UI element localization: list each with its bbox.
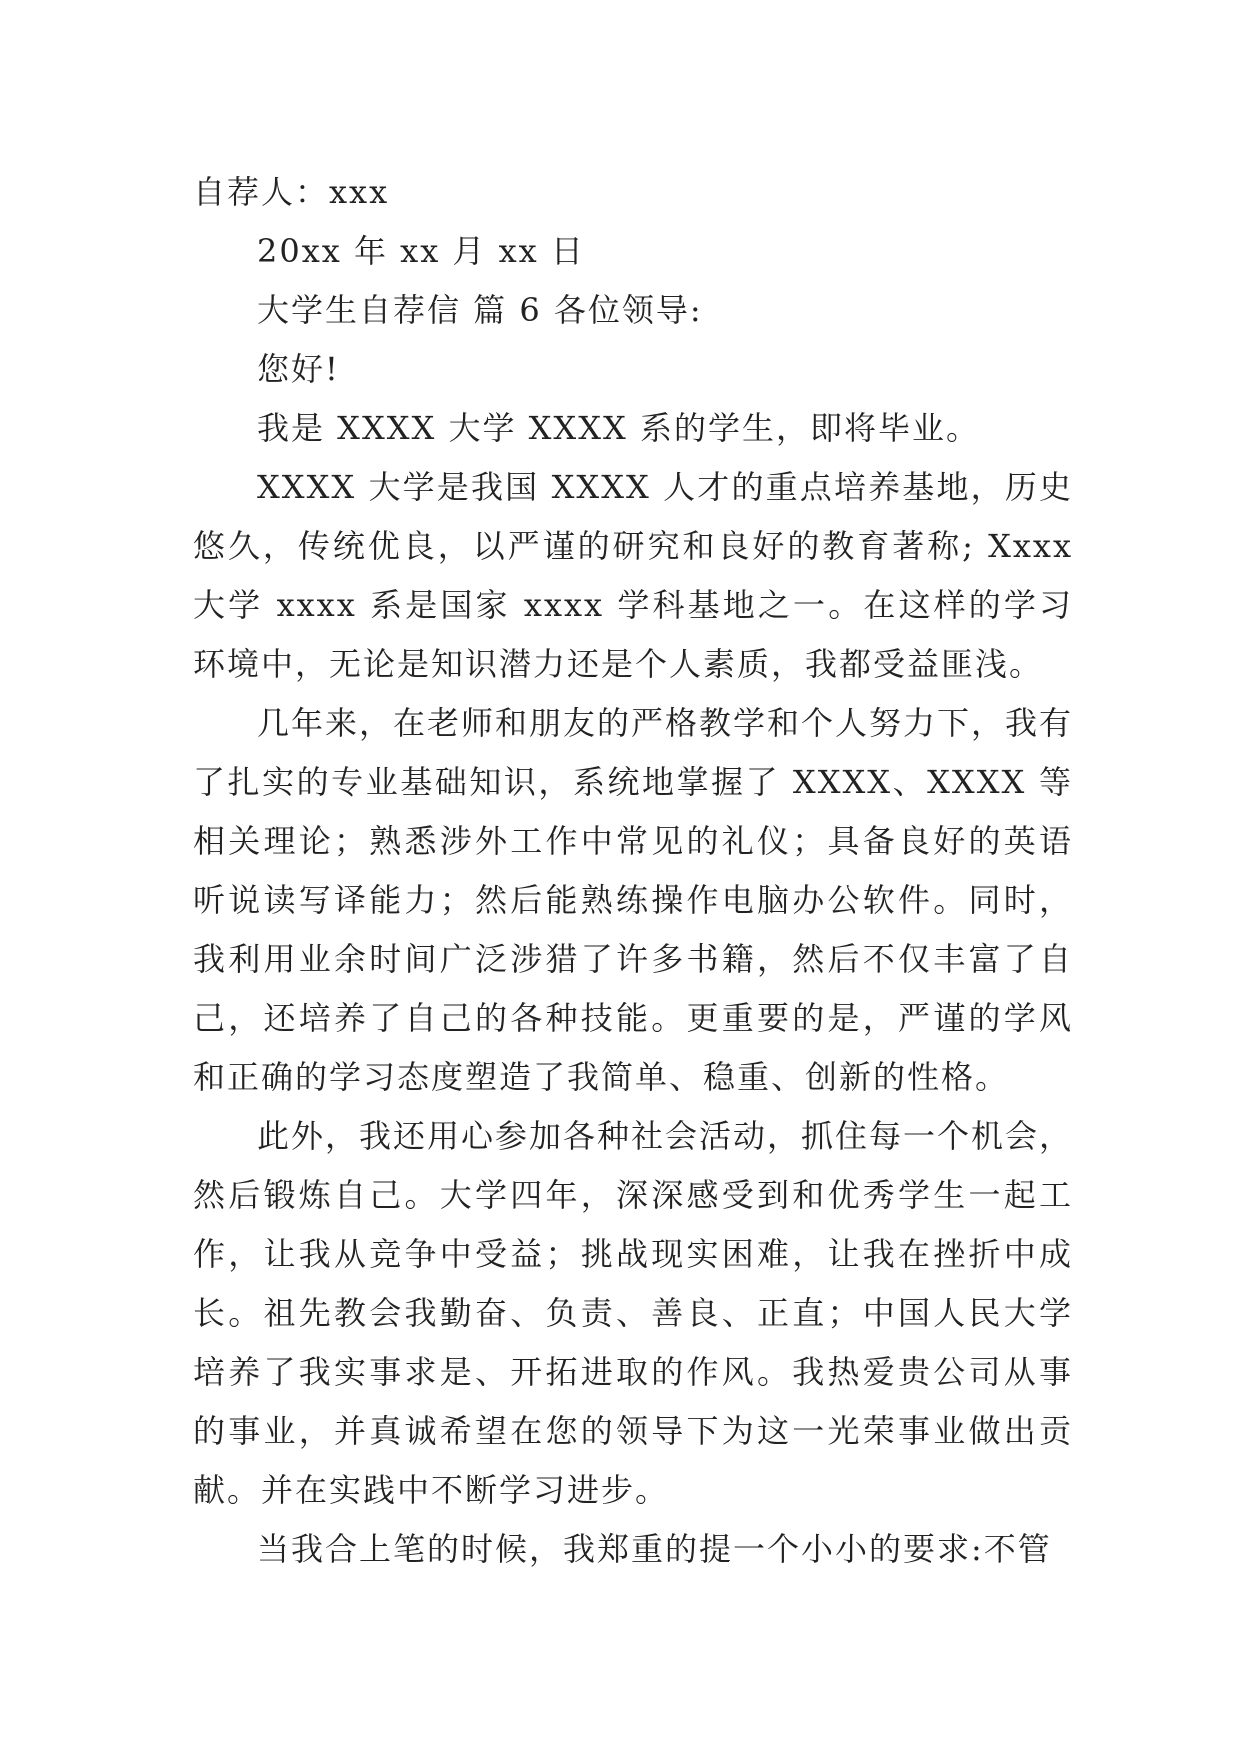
greeting: 您好! bbox=[257, 350, 340, 388]
signature-line: 自荐人：xxx bbox=[193, 173, 390, 211]
date-line: 20xx 年 xx 月 xx 日 bbox=[257, 232, 585, 270]
paragraph-closing: 当我合上笔的时候，我郑重的提一个小小的要求:不管 bbox=[257, 1530, 1052, 1568]
paragraph-skills: 几年来，在老师和朋友的严格教学和个人努力下，我有了扎实的专业基础知识，系统地掌握了 XXXX、XXXX 等相关理论；熟悉涉外工作中常见的礼仪；具备良好的英语听说读写译能力；然后能熟练操作电脑办公软件。同时，我利用业余时间广泛涉猎了许多书籍，然后不仅丰富了自己，还培养了自己的各种技能。更重要的是，严谨的学风和正确的学习态度塑造了我简单、稳重、创新的性格。 bbox=[193, 704, 1074, 1096]
paragraph-intro: 我是 XXXX 大学 XXXX 系的学生，即将毕业。 bbox=[257, 409, 980, 447]
paragraph-university: XXXX 大学是我国 XXXX 人才的重点培养基地，历史悠久，传统优良，以严谨的研究和良好的教育著称; Xxxx 大学 xxxx 系是国家 xxxx 学科基地之一。在这样的学习环境中，无论是知识潜力还是个人素质，我都受益匪浅。 bbox=[193, 468, 1073, 683]
paragraph-activities: 此外，我还用心参加各种社会活动，抓住每一个机会，然后锻炼自己。大学四年，深深感受到和优秀学生一起工作，让我从竞争中受益；挑战现实困难，让我在挫折中成长。祖先教会我勤奋、负责、善良、正直；中国人民大学培养了我实事求是、开拓进取的作风。我热爱贵公司从事的事业，并真诚希望在您的领导下为这一光荣事业做出贡献。并在实践中不断学习进步。 bbox=[193, 1117, 1074, 1509]
letter-body bbox=[193, 163, 1073, 1579]
letter-heading: 大学生自荐信 篇 6 各位领导: bbox=[257, 291, 703, 329]
